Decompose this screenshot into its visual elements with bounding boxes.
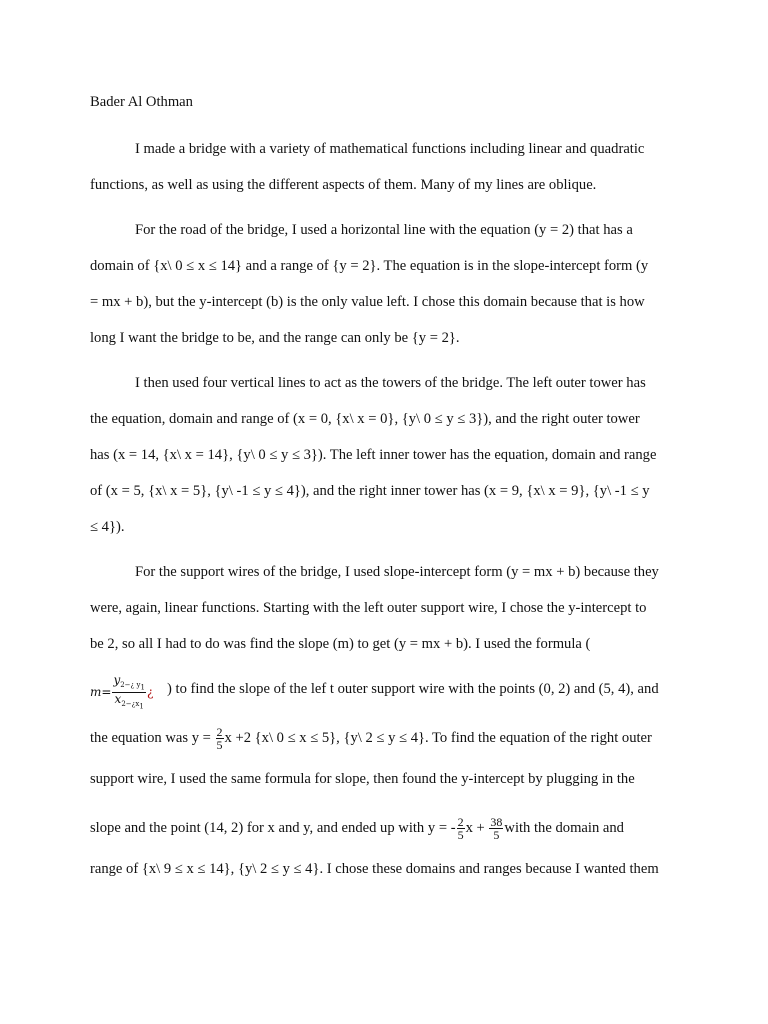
text-line: ≤ 4}). — [90, 519, 125, 535]
text-line: I made a bridge with a variety of mathematical functions including linear and quadratic — [135, 141, 645, 157]
formula-lhs: m= — [90, 684, 112, 699]
text-line: functions, as well as using the different aspects of them. Many of my lines are oblique. — [90, 177, 597, 193]
text-segment: with the domain and — [504, 819, 624, 836]
text-line: = mx + b), but the y-intercept (b) is the only value left. I chose this domain because that is how — [90, 294, 645, 310]
text-line: For the support wires of the bridge, I used slope-intercept form (y = mx + b) because they — [135, 564, 659, 580]
formula-num: y — [113, 673, 121, 687]
text-line: were, again, linear functions. Starting with the left outer support wire, I chose the y-intercept to — [90, 600, 647, 616]
text-line: I then used four vertical lines to act as the towers of the bridge. The left outer tower has — [135, 375, 646, 391]
formula-fraction — [112, 674, 146, 711]
paragraph-intro — [90, 141, 690, 213]
fraction-two-fifths: $\frac{2}{5}$ — [216, 725, 223, 752]
text-line: support wire, I used the same formula for slope, then found the y-intercept by plugging in the — [90, 771, 635, 787]
text-line: For the road of the bridge, I used a horizontal line with the equation (y = 2) that has a — [135, 222, 633, 238]
formula-glitch-char: ¿ — [146, 684, 154, 699]
text-segment: x +2 {x\ 0 ≤ x ≤ 5}, {y\ 2 ≤ y ≤ 4}. To find the equation of the right outer — [224, 729, 652, 746]
fraction-thirtyeight-fifths: $\frac{38}{5}$ — [490, 815, 503, 842]
text-line: long I want the bridge to be, and the range can only be {y = 2}. — [90, 330, 460, 346]
text-segment: the equation was y = — [90, 729, 215, 746]
fraction-two-fifths: $\frac{2}{5}$ — [457, 815, 464, 842]
text-line: ) to find the slope of the lef t outer support wire with the points (0, 2) and (5, 4), and — [167, 681, 659, 697]
text-line: the equation, domain and range of (x = 0, {x\ x = 0}, {y\ 0 ≤ y ≤ 3}), and the right outer tower — [90, 411, 640, 427]
text-segment: slope and the point (14, 2) for x and y, and ended up with y = - — [90, 819, 456, 836]
formula-den-sub: 2−¿x — [121, 700, 140, 709]
paragraph-towers — [90, 375, 690, 555]
author-name: Bader Al Othman — [90, 94, 193, 110]
text-line-with-fractions — [90, 816, 690, 861]
text-line: has (x = 14, {x\ x = 14}, {y\ 0 ≤ y ≤ 3}). The left inner tower has the equation, domain and range — [90, 447, 657, 463]
text-line-with-fraction — [90, 726, 690, 771]
paragraph-road — [90, 222, 690, 366]
formula-num-sub2: 1 — [140, 683, 145, 692]
paragraph-support-wires — [90, 564, 690, 897]
text-segment: x + — [465, 819, 489, 836]
formula-line — [90, 672, 690, 726]
formula-den: x — [114, 691, 122, 706]
text-line: range of {x\ 9 ≤ x ≤ 14}, {y\ 2 ≤ y ≤ 4}. I chose these domains and ranges because I wanted them — [90, 861, 659, 877]
text-line: domain of {x\ 0 ≤ x ≤ 14} and a range of {y = 2}. The equation is in the slope-intercept form (y — [90, 258, 649, 274]
text-line: be 2, so all I had to do was find the slope (m) to get (y = mx + b). I used the formula ( — [90, 636, 591, 652]
slope-formula — [90, 674, 153, 711]
formula-den-sub2: 1 — [139, 702, 144, 711]
text-line: of (x = 5, {x\ x = 5}, {y\ -1 ≤ y ≤ 4}), and the right inner tower has (x = 9, {x\ x = 9}, {y\ -1 ≤ y — [90, 483, 650, 499]
formula-num-sub: 2−¿ y — [120, 681, 141, 690]
